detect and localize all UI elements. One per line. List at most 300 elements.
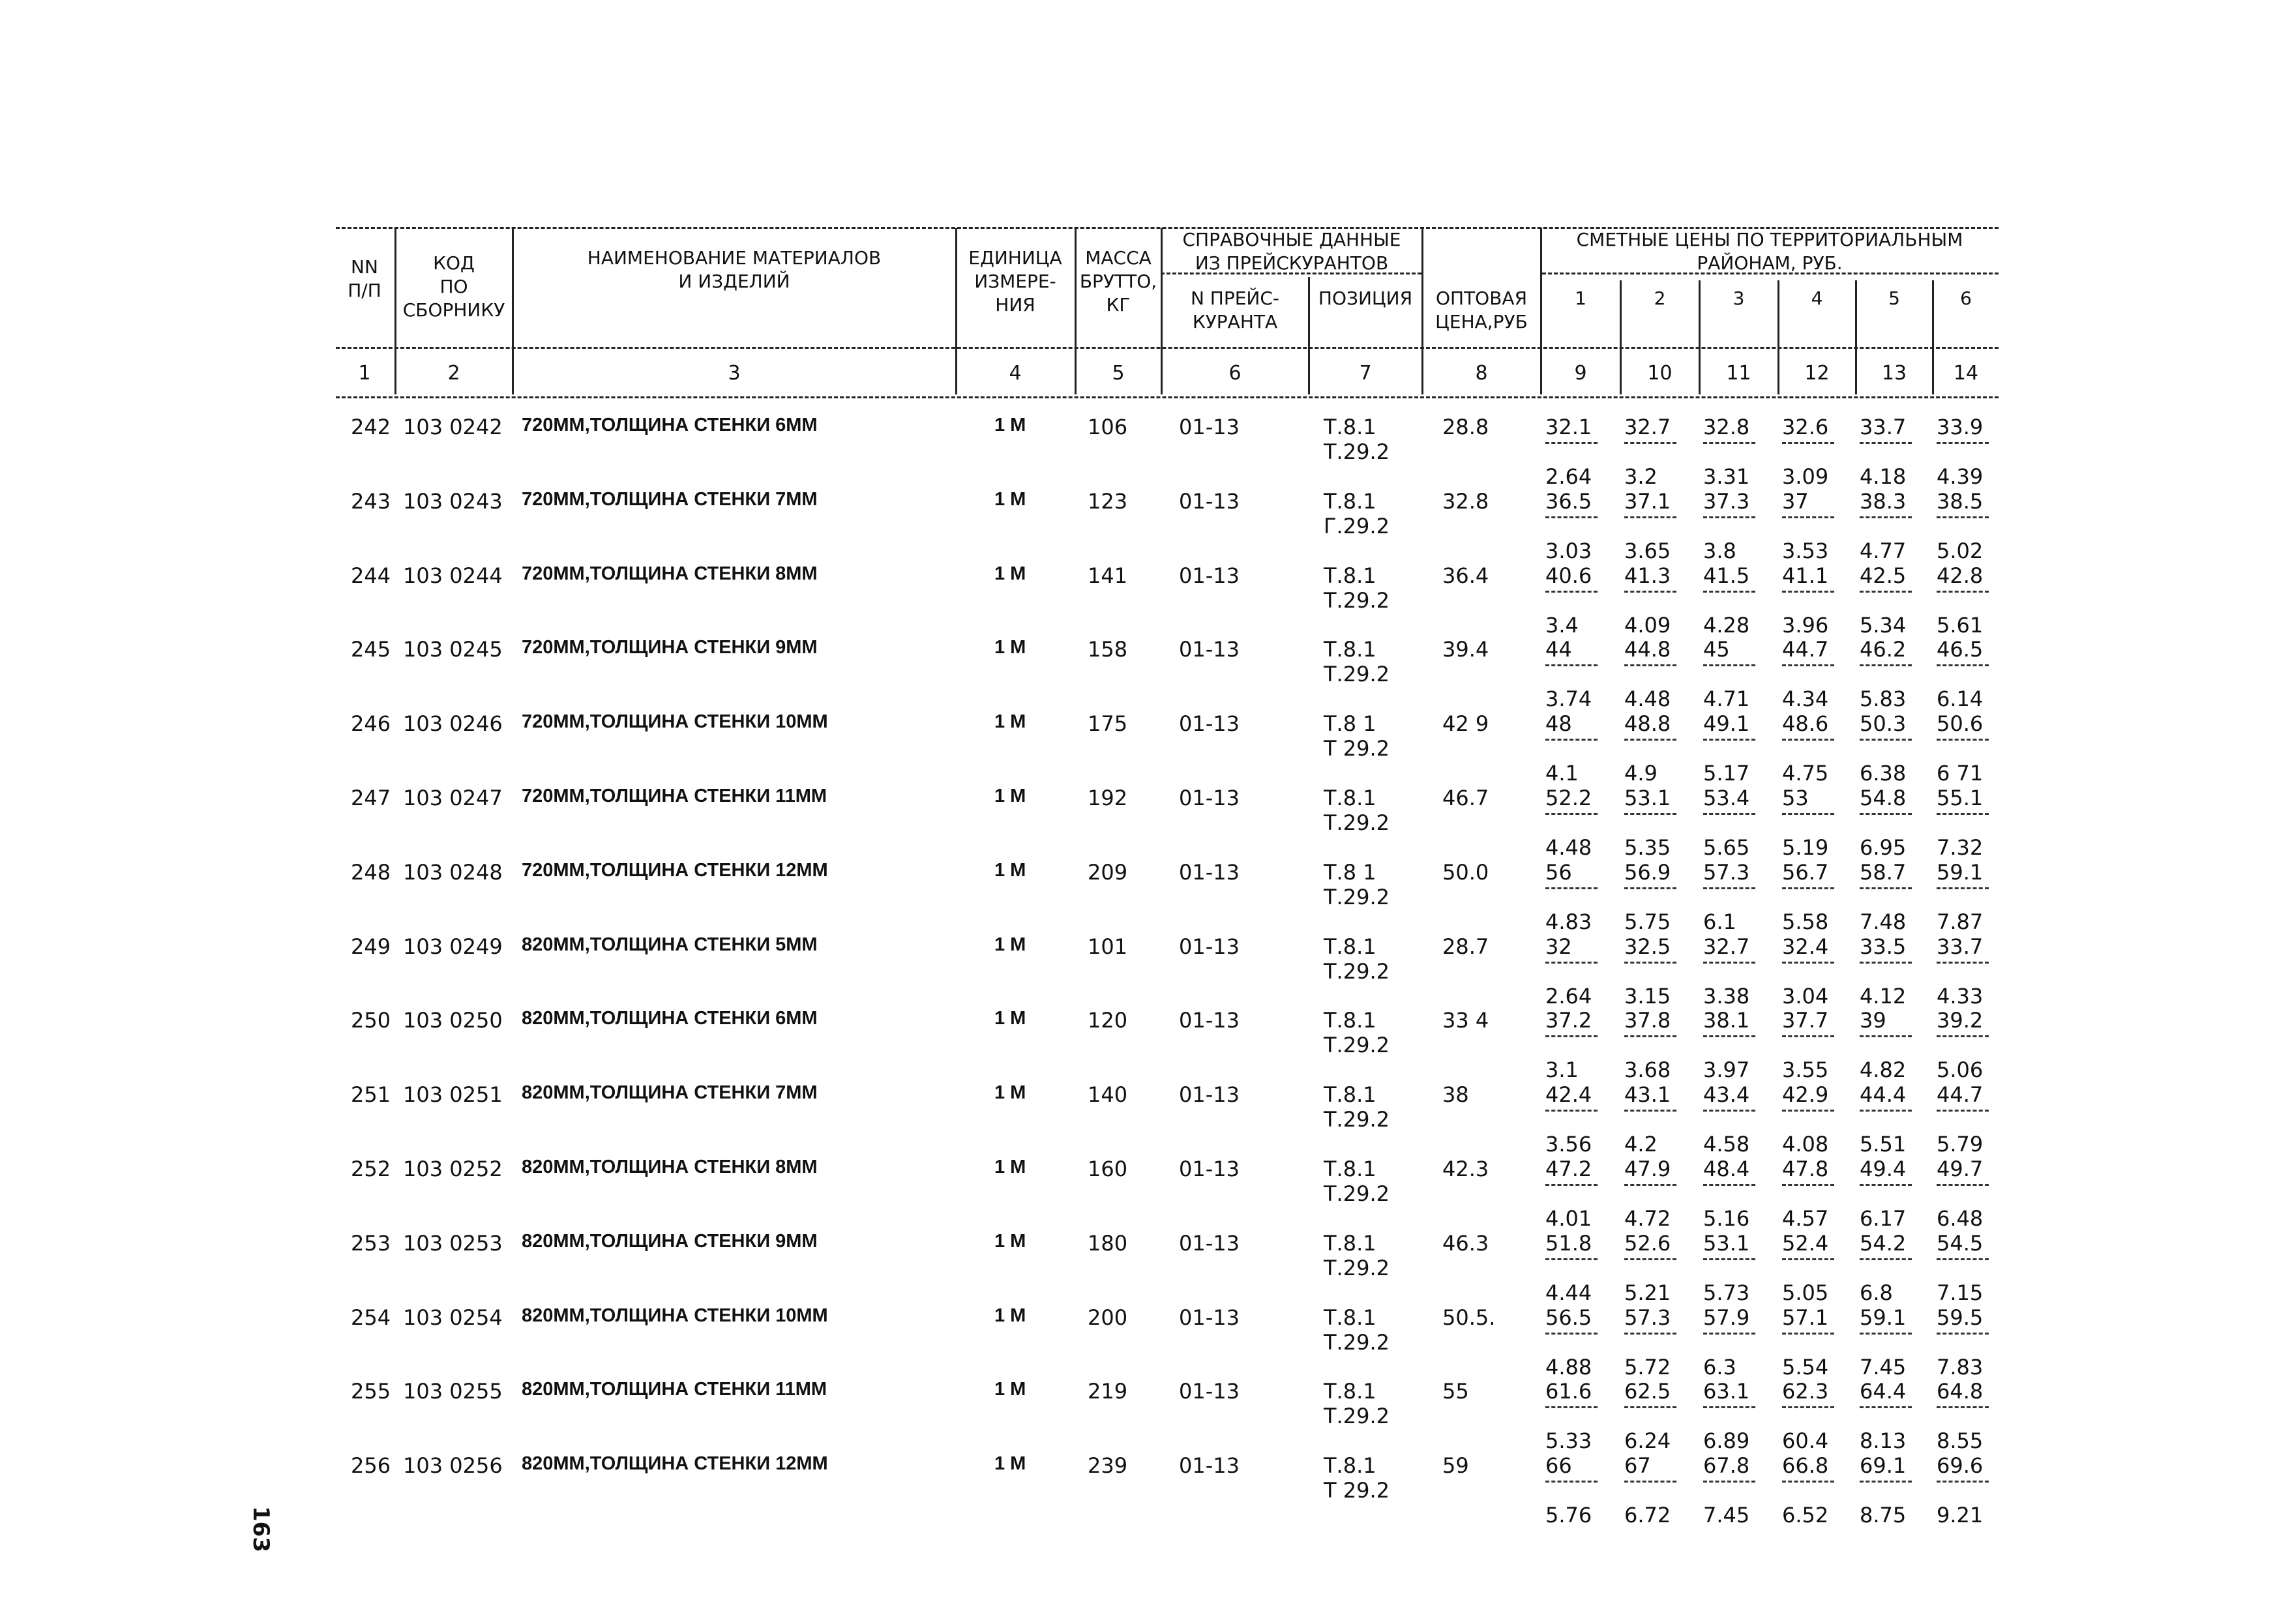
- price-cell-region-5: [1860, 563, 1931, 638]
- price-total: 49.7: [1937, 1157, 1984, 1181]
- price-total: 32.4: [1782, 934, 1829, 959]
- fraction-line: [1545, 813, 1598, 815]
- fraction-line: [1782, 887, 1834, 889]
- table-row: [0, 1153, 2290, 1231]
- price-sub: 4.28: [1703, 612, 1750, 638]
- price-sub: 5.02: [1937, 538, 1984, 563]
- price-total: 33.5: [1860, 934, 1907, 959]
- row-mass: 101: [1088, 934, 1128, 959]
- row-name: 720ММ,ТОЛЩИНА СТЕНКИ 12ММ: [522, 859, 828, 881]
- price-cell-region-6: [1937, 1157, 2008, 1231]
- row-mass: 180: [1088, 1230, 1128, 1256]
- colnum-4: 4: [1009, 362, 1022, 385]
- price-sub: 5.65: [1703, 835, 1750, 860]
- fraction-line: [1937, 591, 1989, 593]
- price-total: 44.7: [1782, 637, 1829, 662]
- row-position-2: Г.29.2: [1324, 513, 1390, 539]
- price-sub: 6.52: [1782, 1503, 1829, 1528]
- row-wholesale: 39.4: [1442, 637, 1489, 662]
- price-total: 56.5: [1545, 1305, 1592, 1330]
- fraction-line: [1937, 664, 1989, 666]
- row-number: 245: [351, 637, 391, 662]
- price-sub: 4.75: [1782, 761, 1829, 786]
- row-wholesale: 42.3: [1442, 1157, 1489, 1181]
- price-total: 37.8: [1624, 1008, 1671, 1033]
- row-code: 103 0242: [403, 415, 503, 439]
- row-code: 103 0244: [403, 563, 503, 588]
- price-sub: 4.18: [1860, 464, 1907, 489]
- price-sub: 4.57: [1782, 1206, 1829, 1231]
- price-total: 33.9: [1937, 415, 1984, 439]
- fraction-line: [1703, 1406, 1755, 1408]
- price-total: 38.5: [1937, 488, 1984, 514]
- row-code: 103 0247: [403, 786, 503, 810]
- row-code: 103 0254: [403, 1305, 503, 1330]
- price-cell-region-1: [1545, 1082, 1617, 1157]
- price-cell-region-5: [1860, 1379, 1931, 1454]
- header-ref-group: СПРАВОЧНЫЕ ДАННЫЕ ИЗ ПРЕЙСКУРАНТОВ: [1182, 229, 1401, 274]
- price-cell-region-1: [1545, 1230, 1617, 1305]
- price-total: 42.4: [1545, 1082, 1592, 1108]
- price-cell-region-1: [1545, 1453, 1617, 1528]
- price-cell-region-2: [1624, 1008, 1696, 1083]
- row-code: 103 0248: [403, 859, 503, 885]
- price-sub: 4.33: [1937, 983, 1984, 1009]
- row-wholesale: 42 9: [1442, 711, 1489, 737]
- price-sub: 3.56: [1545, 1132, 1592, 1157]
- price-total: 52.2: [1545, 786, 1592, 810]
- fraction-line: [1703, 1035, 1755, 1037]
- price-total: 53.1: [1703, 1230, 1750, 1256]
- price-cell-region-6: [1937, 1379, 2008, 1454]
- price-cell-region-5: [1860, 786, 1931, 860]
- row-mass: 239: [1088, 1453, 1128, 1479]
- row-position-1: Т.8.1: [1324, 1157, 1376, 1181]
- row-unit: 1 М: [994, 563, 1026, 584]
- price-total: 32.6: [1782, 415, 1829, 439]
- price-total: 47.8: [1782, 1157, 1829, 1181]
- row-unit: 1 М: [994, 711, 1026, 733]
- price-sub: 3.68: [1624, 1057, 1671, 1083]
- row-wholesale: 32.8: [1442, 488, 1489, 514]
- header-mass: МАССА БРУТТО, КГ: [1079, 247, 1157, 316]
- row-name: 720ММ,ТОЛЩИНА СТЕНКИ 6ММ: [522, 415, 818, 436]
- header-region-6: 6: [1960, 288, 1972, 309]
- price-total: 52.6: [1624, 1230, 1671, 1256]
- header-region-4: 4: [1811, 288, 1823, 309]
- price-sub: 5.72: [1624, 1354, 1671, 1380]
- header-region-3: 3: [1732, 288, 1745, 309]
- price-sub: 4.72: [1624, 1206, 1671, 1231]
- price-total: 32.7: [1624, 415, 1671, 439]
- table-row: [0, 1227, 2290, 1305]
- price-cell-region-3: [1703, 1157, 1775, 1231]
- price-cell-region-6: [1937, 1230, 2008, 1305]
- row-position-2: Т.29.2: [1324, 1255, 1390, 1280]
- fraction-line: [1624, 962, 1676, 964]
- row-position-1: Т.8.1: [1324, 415, 1376, 439]
- price-sub: 7.32: [1937, 835, 1984, 860]
- row-position-2: Т.29.2: [1324, 810, 1390, 835]
- fraction-line: [1703, 962, 1755, 964]
- fraction-line: [1545, 1406, 1598, 1408]
- fraction-line: [1782, 739, 1834, 741]
- row-unit: 1 М: [994, 488, 1026, 510]
- price-sub: 6.38: [1860, 761, 1907, 786]
- row-number: 256: [351, 1453, 391, 1479]
- price-cell-region-1: [1545, 786, 1617, 860]
- price-total: 64.4: [1860, 1379, 1907, 1404]
- price-total: 54.5: [1937, 1230, 1984, 1256]
- row-mass: 200: [1088, 1305, 1128, 1330]
- price-sub: 3.53: [1782, 538, 1829, 563]
- price-total: 37.7: [1782, 1008, 1829, 1033]
- price-total: 57.9: [1703, 1305, 1750, 1330]
- price-sub: 6.17: [1860, 1206, 1907, 1231]
- price-cell-region-4: [1782, 637, 1854, 712]
- row-wholesale: 50.0: [1442, 859, 1489, 885]
- row-name: 820ММ,ТОЛЩИНА СТЕНКИ 6ММ: [522, 1008, 818, 1029]
- price-cell-region-3: [1703, 1379, 1775, 1454]
- colnum-8: 8: [1475, 362, 1488, 385]
- price-total: 32.5: [1624, 934, 1671, 959]
- header-name: НАИМЕНОВАНИЕ МАТЕРИАЛОВ И ИЗДЕЛИЙ: [587, 247, 882, 292]
- colnum-13: 13: [1881, 362, 1907, 385]
- price-cell-region-5: [1860, 488, 1931, 563]
- header-pricelist: N ПРЕЙС- КУРАНТА: [1190, 288, 1280, 332]
- price-total: 37.3: [1703, 488, 1750, 514]
- price-cell-region-5: [1860, 859, 1931, 934]
- price-cell-region-1: [1545, 1379, 1617, 1454]
- price-cell-region-6: [1937, 415, 2008, 489]
- fraction-line: [1937, 1258, 1989, 1260]
- colnum-7: 7: [1359, 362, 1372, 385]
- row-wholesale: 46.7: [1442, 786, 1489, 810]
- row-name: 720ММ,ТОЛЩИНА СТЕНКИ 10ММ: [522, 711, 828, 733]
- price-total: 48: [1545, 711, 1572, 737]
- fraction-line: [1545, 887, 1598, 889]
- fraction-line: [1545, 739, 1598, 741]
- table-row: [0, 1004, 2290, 1083]
- price-total: 56.9: [1624, 859, 1671, 885]
- price-cell-region-5: [1860, 1305, 1931, 1380]
- price-cell-region-2: [1624, 1453, 1696, 1528]
- price-sub: 6.72: [1624, 1503, 1671, 1528]
- row-position-1: Т.8.1: [1324, 934, 1376, 959]
- row-number: 247: [351, 786, 391, 810]
- fraction-line: [1545, 516, 1598, 518]
- price-total: 44.7: [1937, 1082, 1984, 1108]
- price-cell-region-3: [1703, 934, 1775, 1009]
- price-total: 58.7: [1860, 859, 1907, 885]
- price-cell-region-2: [1624, 1379, 1696, 1454]
- price-cell-region-6: [1937, 1453, 2008, 1528]
- price-cell-region-4: [1782, 711, 1854, 786]
- price-total: 59.5: [1937, 1305, 1984, 1330]
- row-position-1: Т.8.1: [1324, 1305, 1376, 1330]
- fraction-line: [1937, 1333, 1989, 1335]
- price-total: 62.5: [1624, 1379, 1671, 1404]
- row-number: 246: [351, 711, 391, 737]
- price-sub: 5.79: [1937, 1132, 1984, 1157]
- row-mass: 123: [1088, 488, 1128, 514]
- price-total: 41.3: [1624, 563, 1671, 588]
- row-position-2: Т.29.2: [1324, 439, 1390, 464]
- price-cell-region-4: [1782, 563, 1854, 638]
- price-total: 38.3: [1860, 488, 1907, 514]
- page-number: 163: [248, 1506, 274, 1552]
- fraction-line: [1624, 516, 1676, 518]
- price-total: 59.1: [1937, 859, 1984, 885]
- price-cell-region-6: [1937, 786, 2008, 860]
- fraction-line: [1937, 1406, 1989, 1408]
- row-unit: 1 М: [994, 1230, 1026, 1252]
- fraction-line: [1860, 739, 1912, 741]
- price-cell-region-6: [1937, 859, 2008, 934]
- price-cell-region-3: [1703, 1453, 1775, 1528]
- price-sub: 5.21: [1624, 1280, 1671, 1305]
- price-cell-region-2: [1624, 711, 1696, 786]
- row-number: 243: [351, 488, 391, 514]
- price-sub: 4.01: [1545, 1206, 1592, 1231]
- price-cell-region-3: [1703, 488, 1775, 563]
- price-cell-region-1: [1545, 563, 1617, 638]
- price-cell-region-4: [1782, 786, 1854, 860]
- price-sub: 4.58: [1703, 1132, 1750, 1157]
- fraction-line: [1545, 1184, 1598, 1186]
- row-unit: 1 М: [994, 1379, 1026, 1400]
- price-total: 40.6: [1545, 563, 1592, 588]
- fraction-line: [1782, 962, 1834, 964]
- price-total: 47.2: [1545, 1157, 1592, 1181]
- price-sub: 4.44: [1545, 1280, 1592, 1305]
- fraction-line: [1703, 1110, 1755, 1112]
- header-code: КОД ПО СБОРНИКУ: [402, 252, 505, 321]
- row-number: 244: [351, 563, 391, 588]
- price-cell-region-2: [1624, 1230, 1696, 1305]
- row-position-1: Т.8.1: [1324, 1230, 1376, 1256]
- row-number: 254: [351, 1305, 391, 1330]
- fraction-line: [1545, 962, 1598, 964]
- fraction-line: [1703, 1258, 1755, 1260]
- colnum-14: 14: [1953, 362, 1979, 385]
- fraction-line: [1545, 591, 1598, 593]
- row-pricelist: 01-13: [1179, 563, 1240, 588]
- price-total: 69.6: [1937, 1453, 1984, 1479]
- price-cell-region-2: [1624, 488, 1696, 563]
- row-position-2: Т.29.2: [1324, 884, 1390, 909]
- fraction-line: [1703, 739, 1755, 741]
- price-total: 44.8: [1624, 637, 1671, 662]
- row-number: 249: [351, 934, 391, 959]
- fraction-line: [1937, 739, 1989, 741]
- fraction-line: [1545, 1258, 1598, 1260]
- price-sub: 2.64: [1545, 983, 1592, 1009]
- header-region-2: 2: [1654, 288, 1666, 309]
- price-cell-region-1: [1545, 859, 1617, 934]
- price-cell-region-4: [1782, 1082, 1854, 1157]
- price-sub: 6.95: [1860, 835, 1907, 860]
- fraction-line: [1545, 1481, 1598, 1483]
- price-cell-region-6: [1937, 934, 2008, 1009]
- price-total: 54.8: [1860, 786, 1907, 810]
- price-total: 39.2: [1937, 1008, 1984, 1033]
- fraction-line: [1860, 1110, 1912, 1112]
- row-mass: 158: [1088, 637, 1128, 662]
- price-sub: 3.04: [1782, 983, 1829, 1009]
- fraction-line: [1703, 591, 1755, 593]
- fraction-line: [1860, 1333, 1912, 1335]
- row-code: 103 0245: [403, 637, 503, 662]
- price-total: 32.8: [1703, 415, 1750, 439]
- price-cell-region-6: [1937, 637, 2008, 712]
- row-wholesale: 28.7: [1442, 934, 1489, 959]
- price-sub: 3.09: [1782, 464, 1829, 489]
- table-row: [0, 1301, 2290, 1380]
- header-position: ПОЗИЦИЯ: [1318, 288, 1413, 309]
- price-cell-region-3: [1703, 415, 1775, 489]
- row-number: 242: [351, 415, 391, 439]
- row-name: 720ММ,ТОЛЩИНА СТЕНКИ 11ММ: [522, 786, 827, 806]
- row-unit: 1 М: [994, 415, 1026, 436]
- header-nn: NN П/П: [348, 256, 381, 301]
- fraction-line: [1545, 1035, 1598, 1037]
- fraction-line: [1860, 962, 1912, 964]
- row-unit: 1 М: [994, 1082, 1026, 1104]
- price-cell-region-1: [1545, 415, 1617, 489]
- price-cell-region-1: [1545, 711, 1617, 786]
- row-pricelist: 01-13: [1179, 1082, 1240, 1108]
- price-cell-region-6: [1937, 1082, 2008, 1157]
- fraction-line: [1860, 1481, 1912, 1483]
- price-cell-region-5: [1860, 1008, 1931, 1083]
- colnum-9: 9: [1574, 362, 1587, 385]
- fraction-line: [1624, 1481, 1676, 1483]
- price-cell-region-2: [1624, 415, 1696, 489]
- row-pricelist: 01-13: [1179, 1453, 1240, 1479]
- price-sub: 7.48: [1860, 909, 1907, 934]
- price-total: 51.8: [1545, 1230, 1592, 1256]
- fraction-line: [1703, 442, 1755, 444]
- fraction-line: [1860, 1184, 1912, 1186]
- row-number: 253: [351, 1230, 391, 1256]
- price-cell-region-4: [1782, 1230, 1854, 1305]
- price-sub: 3.65: [1624, 538, 1671, 563]
- row-code: 103 0251: [403, 1082, 503, 1108]
- row-code: 103 0252: [403, 1157, 503, 1181]
- price-sub: 7.83: [1937, 1354, 1984, 1380]
- price-total: 37.2: [1545, 1008, 1592, 1033]
- price-total: 42.5: [1860, 563, 1907, 588]
- price-sub: 5.33: [1545, 1428, 1592, 1454]
- price-total: 52.4: [1782, 1230, 1829, 1256]
- row-mass: 106: [1088, 415, 1128, 439]
- price-cell-region-3: [1703, 1008, 1775, 1083]
- fraction-line: [1782, 1481, 1834, 1483]
- fraction-line: [1937, 1481, 1989, 1483]
- row-position-2: Т.29.2: [1324, 1329, 1390, 1355]
- fraction-line: [1545, 664, 1598, 666]
- row-name: 720ММ,ТОЛЩИНА СТЕНКИ 9ММ: [522, 637, 818, 658]
- price-total: 54.2: [1860, 1230, 1907, 1256]
- price-cell-region-1: [1545, 637, 1617, 712]
- row-mass: 140: [1088, 1082, 1128, 1108]
- row-wholesale: 46.3: [1442, 1230, 1489, 1256]
- price-cell-region-6: [1937, 488, 2008, 563]
- price-sub: 3.4: [1545, 612, 1579, 638]
- fraction-line: [1624, 813, 1676, 815]
- price-sub: 4.09: [1624, 612, 1671, 638]
- fraction-line: [1703, 1481, 1755, 1483]
- price-cell-region-4: [1782, 934, 1854, 1009]
- price-total: 62.3: [1782, 1379, 1829, 1404]
- price-sub: 4.1: [1545, 761, 1579, 786]
- fraction-line: [1937, 962, 1989, 964]
- price-sub: 6 71: [1937, 761, 1984, 786]
- row-pricelist: 01-13: [1179, 415, 1240, 439]
- price-sub: 4.48: [1545, 835, 1592, 860]
- price-sub: 8.13: [1860, 1428, 1907, 1454]
- colnum-10: 10: [1647, 362, 1673, 385]
- price-sub: 4.71: [1703, 687, 1750, 712]
- table-row: [0, 856, 2290, 934]
- price-sub: 6.48: [1937, 1206, 1984, 1231]
- table-row: [0, 930, 2290, 1009]
- price-sub: 6.14: [1937, 687, 1984, 712]
- price-sub: 7.45: [1860, 1354, 1907, 1380]
- header-region-5: 5: [1888, 288, 1900, 309]
- fraction-line: [1860, 664, 1912, 666]
- row-position-1: Т.8.1: [1324, 563, 1376, 588]
- row-code: 103 0256: [403, 1453, 503, 1479]
- fraction-line: [1860, 1035, 1912, 1037]
- price-sub: 4.12: [1860, 983, 1907, 1009]
- fraction-line: [1703, 516, 1755, 518]
- row-mass: 160: [1088, 1157, 1128, 1181]
- price-sub: 5.06: [1937, 1057, 1984, 1083]
- price-total: 42.9: [1782, 1082, 1829, 1108]
- table-row: [0, 782, 2290, 860]
- fraction-line: [1860, 1406, 1912, 1408]
- price-sub: 8.55: [1937, 1428, 1984, 1454]
- row-number: 252: [351, 1157, 391, 1181]
- fraction-line: [1624, 442, 1676, 444]
- price-total: 55.1: [1937, 786, 1984, 810]
- price-sub: 6.24: [1624, 1428, 1671, 1454]
- price-total: 32.1: [1545, 415, 1592, 439]
- price-cell-region-3: [1703, 1305, 1775, 1380]
- price-total: 53.1: [1624, 786, 1671, 810]
- row-position-2: Т.29.2: [1324, 587, 1390, 613]
- colnum-3: 3: [728, 362, 741, 385]
- price-cell-region-4: [1782, 1157, 1854, 1231]
- price-sub: 6.8: [1860, 1280, 1893, 1305]
- table-row: [0, 411, 2290, 489]
- price-sub: 4.9: [1624, 761, 1658, 786]
- price-total: 44.4: [1860, 1082, 1907, 1108]
- price-total: 57.3: [1703, 859, 1750, 885]
- colnum-11: 11: [1726, 362, 1751, 385]
- row-pricelist: 01-13: [1179, 1157, 1240, 1181]
- row-name: 820ММ,ТОЛЩИНА СТЕНКИ 8ММ: [522, 1157, 818, 1177]
- price-sub: 60.4: [1782, 1428, 1829, 1454]
- row-pricelist: 01-13: [1179, 859, 1240, 885]
- table-row: [0, 1078, 2290, 1157]
- price-total: 33.7: [1937, 934, 1984, 959]
- price-cell-region-5: [1860, 1157, 1931, 1231]
- price-total: 47.9: [1624, 1157, 1671, 1181]
- row-number: 255: [351, 1379, 391, 1404]
